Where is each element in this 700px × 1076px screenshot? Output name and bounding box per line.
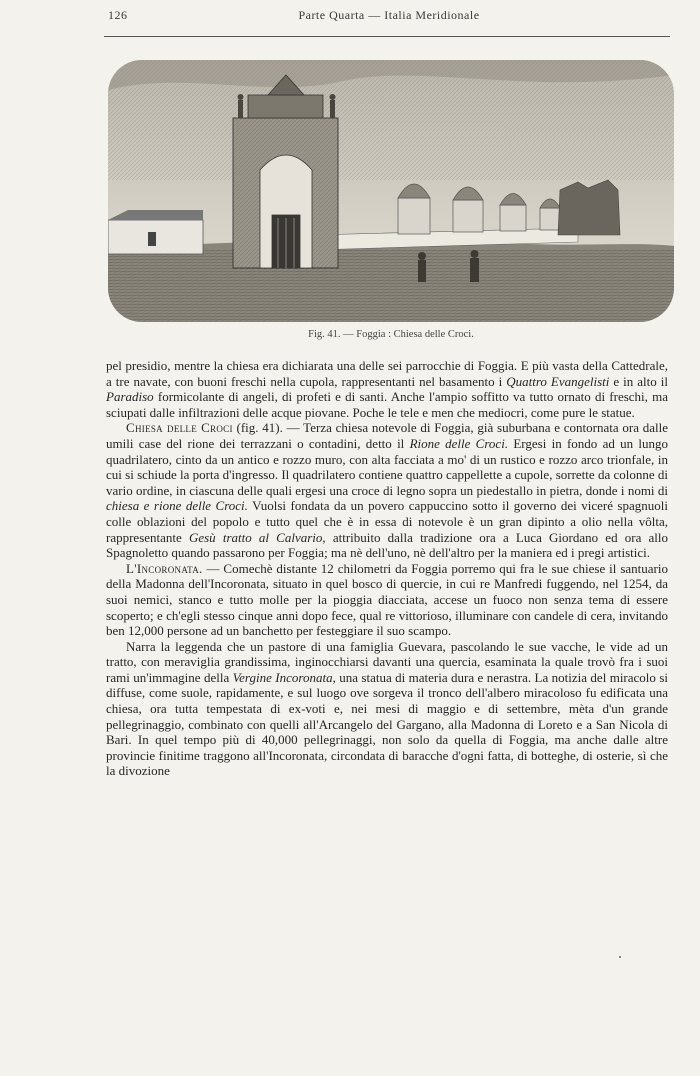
figure-caption: Fig. 41. — Foggia : Chiesa delle Croci. (308, 329, 474, 340)
speck (619, 956, 621, 958)
paragraph-text: Vuolsi fondata da un povero cappuccino sotto il governo dei viceré spagnuoli colle oblazioni del popolo e tutto quel che è in essa di notevole è un gran dipinto a olio nella vôlta, rappresentante (106, 498, 668, 545)
paragraph-text: (fig. 41). — Terza chiesa notevole di Foggia, già suburbana e contornata ora dalle umili case del rione dei terrazzani o contadini, detto il (106, 420, 669, 451)
italic-term: Paradiso (106, 389, 154, 405)
figure-engraving (108, 60, 674, 322)
paragraph-1 (106, 358, 668, 420)
header-rule (104, 36, 670, 37)
italic-term: Gesù tratto al Calvario, (188, 529, 326, 545)
paragraph-text: e in alto il (609, 373, 668, 389)
italic-term: Vergine Incoronata, (232, 669, 336, 685)
paragraph-2 (106, 420, 668, 560)
body-text (106, 358, 668, 779)
italic-term: Rione delle Croci. (409, 435, 509, 451)
paragraph-text: una statua di materia dura e nerastra. La notizia del miracolo si diffuse, come suole, rapidamente, e sul luogo ove sorgeva il tronco dell'albero miracoloso fu edificata una chiesa, ora tutta tempestata di ex-voti e, nei mesi di maggio e di settembre, mèta d'un grande pellegrinaggio, combinato con quelli all'Arcangelo del Gargano, alla Madonna di Loreto e a San Nicola di Bari. In quel tempo più di 40,000 pellegrinaggi, non solo da quella di Foggia, ma anche dalle altre provincie finitime traggono all'Incoronata, circondata di baracche d'ogni fatta, di botteghe, di osterie, sì che la divozione (106, 669, 668, 779)
section-heading: L'Incoronata. (126, 560, 203, 576)
paragraph-text: Ergesi in fondo ad un lungo quadrilatero, cinto da un antico e rozzo muro, con alta facciata a mo' di un rustico e rozzo arco trionfale, in cui si schiude la porta d'ingresso. Il quadrilatero contiene quattro cappellette a cupole, sorrette da colonne di vario ordine, in ciascuna delle quali ergesi una croce di legno sopra un piedestallo in pietra, donde i nomi di (106, 435, 668, 498)
paragraph-text: — Comechè distante 12 chilometri da Foggia porremo qui fra le sue chiese il santuario della Madonna dell'Incoronata, situato in quel bosco di quercie, in cui re Manfredi fuggendo, nel 1254, da suoi nemici, stanco e tutto molle per la pioggia diacciata, accese un fuoco non senza tema di essere scoperto; e ch'egli stesso cinque anni dopo fece, qual re vittorioso, illuminare con candele di cera, invitando ben 12,000 persone ad un banchetto per festeggiare il suo scampo. (106, 560, 668, 639)
paragraph-text: attribuito dalla tradizione ora a Luca Giordano ed ora allo Spagnoletto quando passarono per Foggia; ma nè dell'uno, nè dell'altro per la maniera ed i pregi artistici. (106, 529, 668, 561)
page-header (108, 8, 670, 30)
italic-term: Quattro Evangelisti (506, 373, 610, 389)
paragraph-3 (106, 561, 668, 639)
paragraph-4 (106, 639, 668, 779)
paragraph-text: formicolante di angeli, di profeti e di santi. Anche l'ampio soffitto va tutto ornato di freschi, ma sciupati dalle infiltrazioni delle acque piovane. Poche le tele e men che mediocri, come pure le statue. (106, 389, 668, 420)
italic-term: chiesa e rione delle Croci. (106, 498, 248, 514)
running-head: Parte Quarta — Italia Meridionale (298, 8, 480, 22)
church-engraving-illustration (108, 60, 674, 322)
paragraph-text: pel presidio, mentre la chiesa era dichiarata una delle sei parrocchie di Foggia. E più vasta della Cattedrale, a tre navate, con buoni freschi nella cupola, rappresentanti nel basamento i (106, 358, 668, 389)
page-number: 126 (108, 8, 128, 22)
paragraph-text: Narra la leggenda che un pastore di una famiglia Guevara, pascolando le sue vacche, le vide ad un tratto, con meraviglia grandissima, inginocchiarsi davanti una quercia, esaminata la quale trovò fra i suoi rami un'immagine della (106, 638, 668, 685)
section-heading: Chiesa delle Croci (126, 420, 233, 436)
